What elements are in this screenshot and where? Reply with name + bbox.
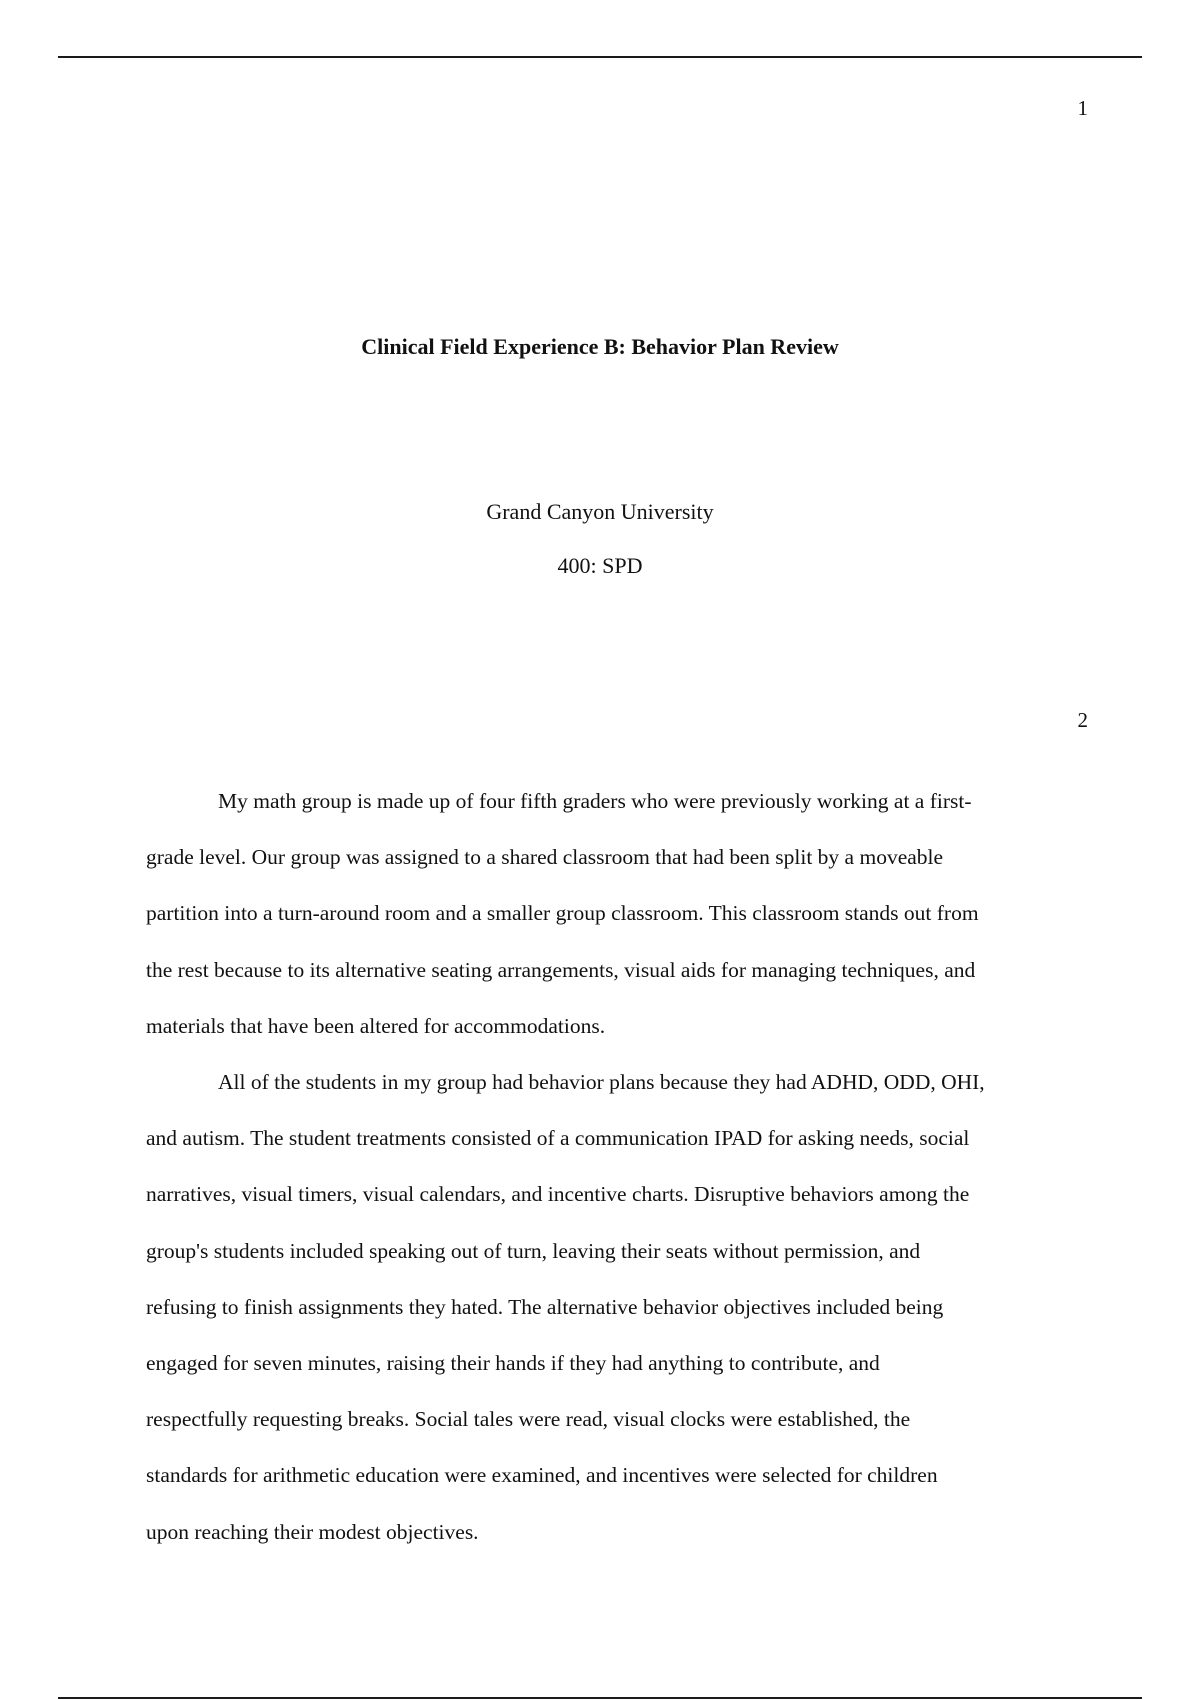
page-number: 2 (1077, 708, 1088, 732)
page-number: 1 (1077, 96, 1088, 120)
top-page-border (58, 56, 1142, 58)
text-line: and autism. The student treatments consisted of a communication IPAD for asking needs, social (146, 1126, 970, 1151)
paragraph-1 (146, 773, 1086, 1054)
body-text (146, 773, 1086, 1560)
text-line: materials that have been altered for accommodations. (146, 1013, 606, 1038)
paragraph-2 (146, 1054, 1086, 1560)
text-line: the rest because to its alternative seating arrangements, visual aids for managing techniques, and (146, 957, 976, 982)
text-line: My math group is made up of four fifth graders who were previously working at a first- (218, 789, 972, 813)
text-line: standards for arithmetic education were examined, and incentives were selected for children (146, 1463, 938, 1488)
text-line: narratives, visual timers, visual calendars, and incentive charts. Disruptive behaviors among the (146, 1182, 970, 1207)
text-line: respectfully requesting breaks. Social tales were read, visual clocks were established, the (146, 1407, 911, 1432)
paper-title: Clinical Field Experience B: Behavior Plan Review (361, 334, 839, 359)
text-line: All of the students in my group had behavior plans because they had ADHD, ODD, OHI, (218, 1070, 985, 1095)
bottom-page-border (58, 1697, 1142, 1699)
text-line: group's students included speaking out of turn, leaving their seats without permission, and (146, 1238, 921, 1263)
text-line: upon reaching their modest objectives. (146, 1519, 479, 1544)
university-name: Grand Canyon University (486, 499, 714, 524)
text-line: partition into a turn-around room and a smaller group classroom. This classroom stands out from (146, 901, 979, 926)
text-line: refusing to finish assignments they hated. The alternative behavior objectives included being (146, 1294, 944, 1319)
text-line: grade level. Our group was assigned to a shared classroom that had been split by a moveable (146, 845, 944, 870)
course-code: 400: SPD (557, 553, 643, 578)
text-line: engaged for seven minutes, raising their hands if they had anything to contribute, and (146, 1351, 880, 1376)
